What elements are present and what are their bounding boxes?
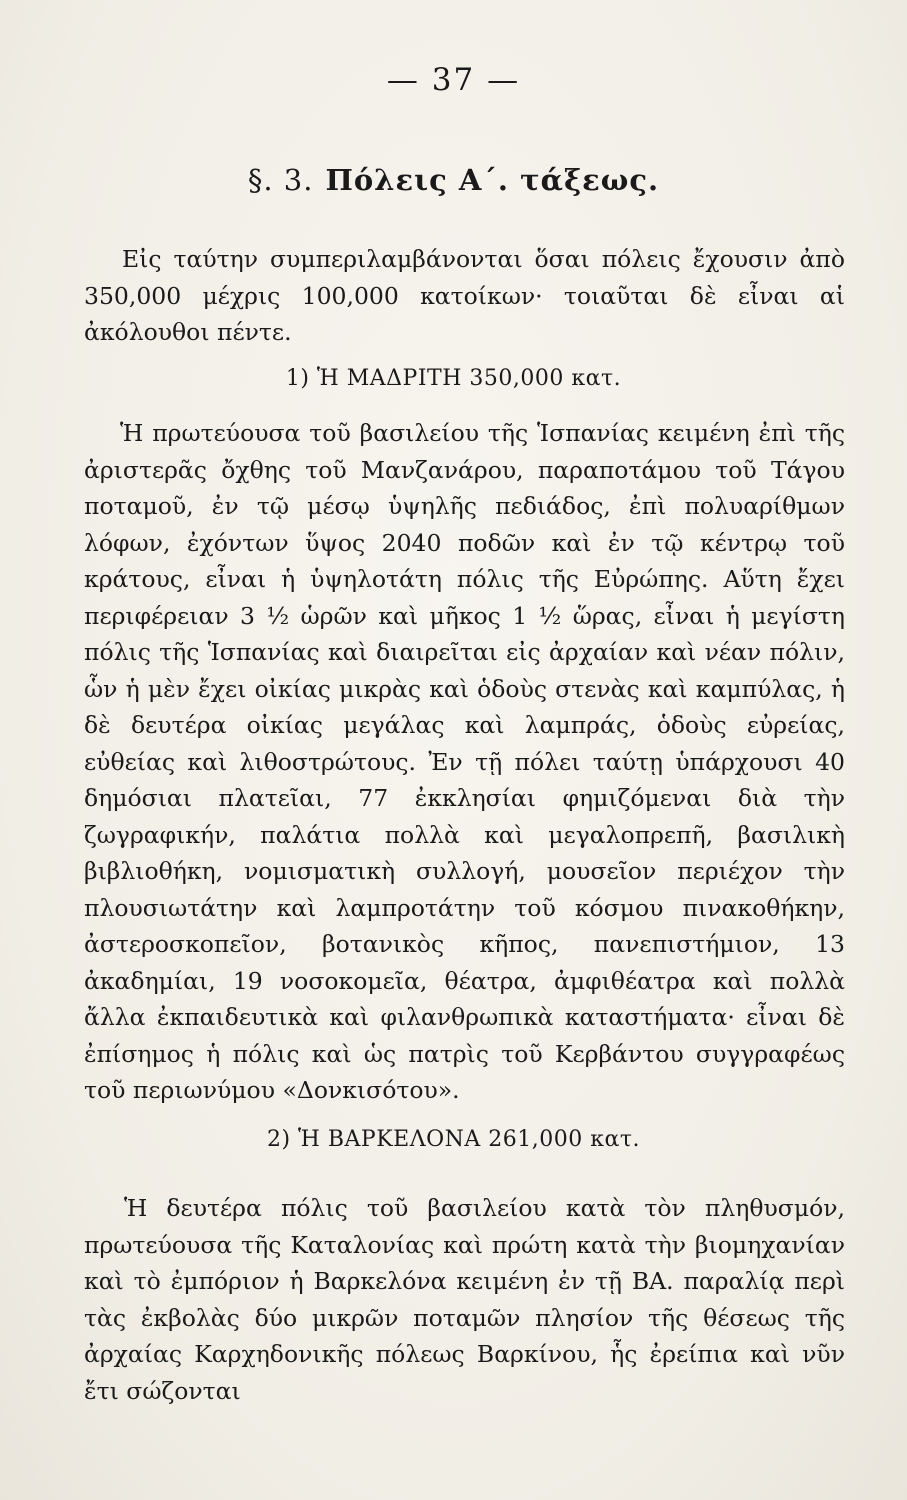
city-paragraph-madrid: Ἡ πρωτεύουσα τοῦ βασιλείου τῆς Ἱσπανίας κειμένη ἐπὶ τῆς ἀριστερᾶς ὄχθης τοῦ Μανζανάρου, παραποτάμου τοῦ Τάγου ποταμοῦ, ἐν τῷ μέσῳ ὑψηλῆς πεδιάδος, ἐπὶ πολυαρίθμων λόφων, ἐχόντων ὕψος 2040 ποδῶν καὶ ἐν τῷ κέντρῳ τοῦ κράτους, εἶναι ἡ ὑψηλοτάτη πόλις τῆς Εὐρώπης. Αὕτη ἔχει περιφέρειαν 3 ½ ὡρῶν καὶ μῆκος 1 ½ ὥρας, εἶναι ἡ μεγίστη πόλις τῆς Ἱσπανίας καὶ διαιρεῖται εἰς ἀρχαίαν καὶ νέαν πόλιν, ὧν ἡ μὲν ἔχει οἰκίας μικρὰς καὶ ὁδοὺς στενὰς καὶ καμπύλας, ἡ δὲ δευτέρα οἰκίας μεγάλας καὶ λαμπράς, ὁδοὺς εὐρείας, εὐθείας καὶ λιθοστρώτους. Ἐν τῇ πόλει ταύτῃ ὑπάρχουσι 40 δημόσιαι πλατεῖαι, 77 ἐκκλησίαι φημιζόμεναι διὰ τὴν ζωγραφικήν, παλάτια πολλὰ καὶ μεγαλοπρεπῆ, βασιλικὴ βιβλιοθήκη, νομισματικὴ συλλογή, μουσεῖον περιέχον τὴν πλουσιωτάτην καὶ λαμπροτάτην τοῦ κόσμου πινακοθήκην, ἀστεροσκοπεῖον, βοτανικὸς κῆπος, πανεπιστήμιον, 13 ἀκαδημίαι, 19 νοσοκομεῖα, θέατρα, ἀμφιθέατρα καὶ πολλὰ ἄλλα ἐκπαιδευτικὰ καὶ φιλανθρωπικὰ καταστήματα· εἶναι δὲ ἐπίσημος ἡ πόλις καὶ ὡς πατρὶς τοῦ Κερβάντου συγγραφέως τοῦ περιωνύμου «Δονκισότου». xyxy=(84,419,845,1104)
city-heading-barcelona: 2) Ἡ ΒΑΡΚΕΛΟΝΑ 261,000 κατ. xyxy=(266,1127,641,1152)
city-heading-madrid: 1) Ἡ ΜΑΔΡΙΤΗ 350,000 κατ. xyxy=(285,366,622,391)
section-number: §. 3. xyxy=(247,163,314,197)
section-title: Πόλεις Α΄. τάξεως. xyxy=(325,163,660,197)
intro-paragraph: Εἰς ταύτην συμπεριλαμβάνονται ὅσαι πόλεις ἔχουσιν ἀπὸ 350,000 μέχρις 100,000 κατοίκων· τοιαῦται δὲ εἶναι αἱ ἀκόλουθοι πέντε. xyxy=(84,245,845,346)
section-heading xyxy=(0,163,907,197)
city-paragraph-barcelona: Ἡ δευτέρα πόλις τοῦ βασιλείου κατὰ τὸν πληθυσμόν, πρωτεύουσα τῆς Καταλονίας καὶ πρώτη κατὰ τὴν βιομηχανίαν καὶ τὸ ἐμπόριον ἡ Βαρκελόνα κειμένη ἐν τῇ ΒΑ. παραλίᾳ περὶ τὰς ἐκβολὰς δύο μικρῶν ποταμῶν πλησίον τῆς θέσεως τῆς ἀρχαίας Καρχηδονικῆς πόλεως Βαρκίνου, ἧς ἐρείπια καὶ νῦν ἔτι σώζονται xyxy=(84,1194,845,1405)
page-number: — 37 — xyxy=(386,62,521,98)
